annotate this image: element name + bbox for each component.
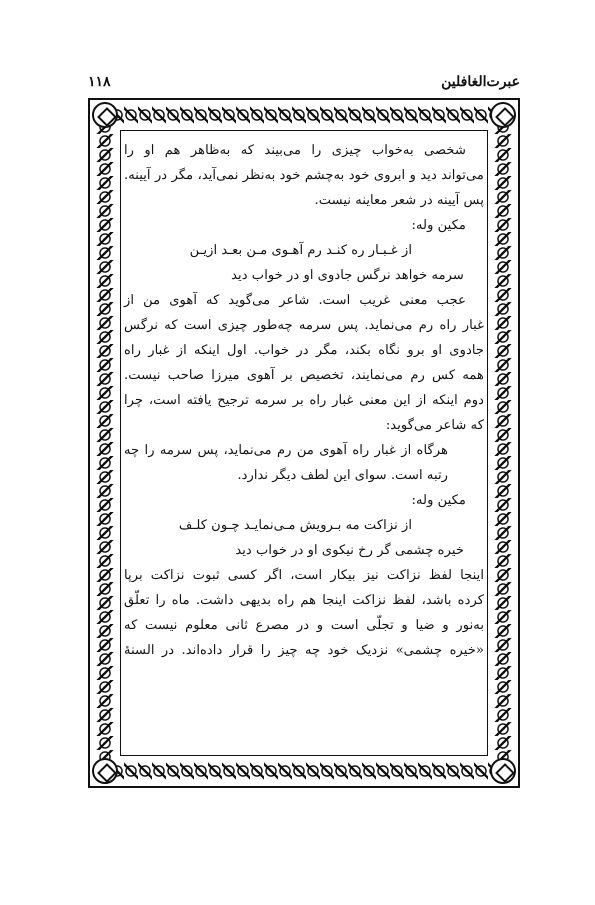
page-header xyxy=(88,72,520,96)
text-line: عجب معنی غریب است. شاعر می‌گوید که آهوی من از xyxy=(124,293,466,308)
corner-ornament-icon xyxy=(490,102,516,128)
border-pattern-bottom xyxy=(96,760,512,782)
text-line: دوم اینکه از این معنی غبار راه بر سرمه ترجیح یافته است، چرا xyxy=(124,393,484,408)
text-line: رتبه است. سوای این لطف دیگر ندارد. xyxy=(237,468,448,483)
corner-ornament-icon xyxy=(490,758,516,784)
text-line: شخصی به‌خواب چیزی را می‌بیند که به‌ظاهر هم او را xyxy=(124,143,466,158)
border-pattern-left xyxy=(94,106,116,780)
text-line: پس آیینه در شعر معاینه نیست. xyxy=(314,193,484,208)
text-line: که شاعر می‌گوید: xyxy=(385,418,484,433)
text-line: کرده باشد، لفظ نزاکت اینجا هم راه بدیهی داشت. ماه را تعلّق xyxy=(124,593,484,608)
body-text xyxy=(124,138,484,663)
text-line: به‌نور و ضیا و تجلّی است و در مصرع ثانی معلوم نیست که xyxy=(124,618,484,633)
verse-hemistich: سرمه خواهد نرگس جادوی او در خواب دید xyxy=(231,268,464,283)
corner-ornament-icon xyxy=(92,758,118,784)
text-line: غبار راه رم می‌نماید. پس سرمه چه‌طور چیزی است که نرگس xyxy=(124,318,484,333)
page-number: ۱۱۸ xyxy=(88,74,111,90)
border-pattern-right xyxy=(492,106,514,780)
verse-hemistich: خیره چشمی گر رخ نیکوی او در خواب دید xyxy=(235,543,464,558)
text-line: همه کس رم می‌نمایند، تخصیص بر آهوی میرزا صاحب نیست. xyxy=(124,368,484,383)
text-line: اینجا لفظ نزاکت نیز بیکار است، اگر کسی ثبوت نزاکت برپا xyxy=(124,568,484,583)
text-line: هرگاه از غبار راه آهوی من رم می‌نماید، پس سرمه را چه xyxy=(124,443,448,458)
text-line: می‌تواند دید و ابروی خود به‌چشم خود به‌نظر نمی‌آید، مگر در آیینه. xyxy=(124,168,484,183)
running-title: عبرت‌الغافلین xyxy=(441,74,520,90)
poet-attribution: مکین وله: xyxy=(411,218,466,233)
text-line: «خیره چشمی» نزدیک خود چه چیز را قرار داده‌اند. در السنهٔ xyxy=(124,643,484,658)
text-line: جادوی او برو نگاه بکند، مگر در خواب. اول اینکه از غبار راه xyxy=(124,343,484,358)
verse-hemistich: از غـبـار ره کنـد رم آهـوی مـن بعـد ازیـن xyxy=(189,243,412,258)
verse-hemistich: از نزاکت مه بـرویش مـی‌نمایـد چـون کلـف xyxy=(178,518,412,533)
poet-attribution: مکین وله: xyxy=(411,493,466,508)
corner-ornament-icon xyxy=(92,102,118,128)
border-pattern-top xyxy=(96,104,512,126)
